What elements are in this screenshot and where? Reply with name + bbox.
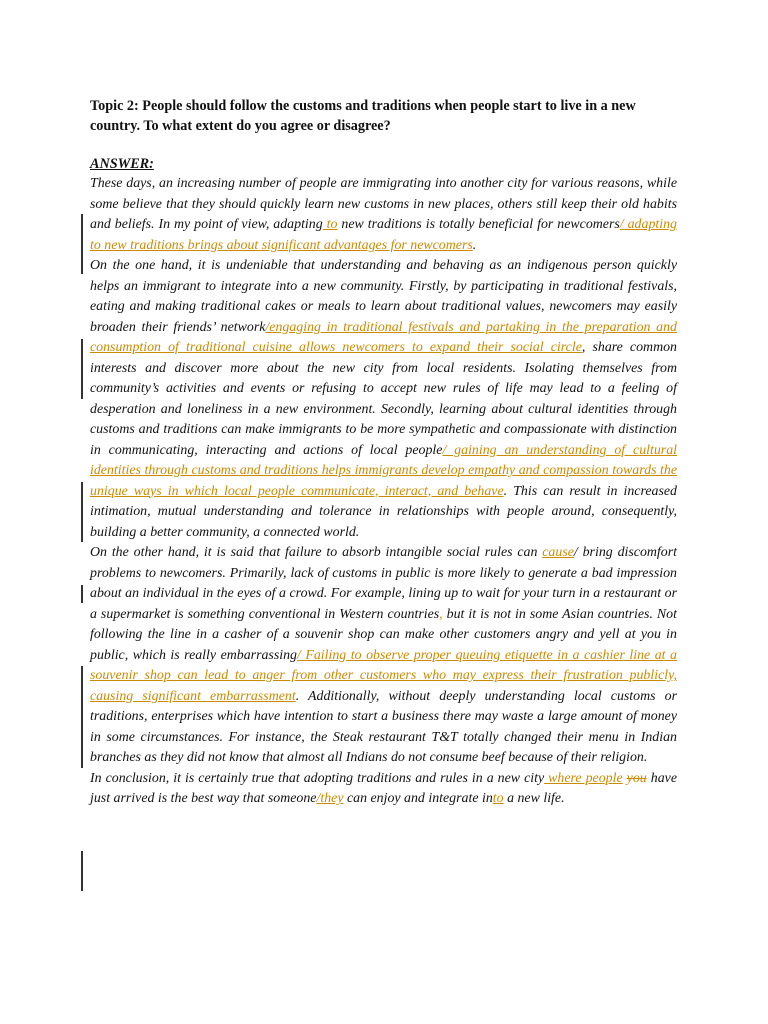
essay-text: . Additionally, without deeply understanding local customs or traditions, enterprises which have intention to start a business there may waste a large amount of money in some circumstances. For instance, the Steak restaurant T&T totally changed their menu in Indian branches as they did not know that almost all Indians do not consume beef because of their religion. — [90, 688, 677, 765]
inserted-text: where people — [544, 770, 623, 786]
essay-text: new traditions is totally beneficial for newcomers — [337, 217, 620, 232]
essay-paragraph — [90, 769, 677, 810]
inserted-text: / gaining an understanding of cultural identities through customs and traditions helps immigrants develop empathy and compassion towards the unique ways in which local people communicate, interact, and behave — [90, 442, 678, 499]
essay-text: In conclusion, it is certainly true that adopting traditions and rules in a new city — [90, 770, 545, 786]
change-bar — [81, 482, 83, 542]
essay-text: . — [472, 237, 477, 253]
essay-text: , share common interests and discover more about the new city from local residents. Isolating themselves from community’s activities and events or refusing to accept new rules of life may lead to a feeling of desperation and loneliness in a new environment. Secondly, learning about cultural identities through customs and traditions can make immigrants to be more sympathetic and compassionate with distinction in communicating, interacting and actions of local people — [90, 340, 677, 458]
change-bar — [81, 214, 83, 274]
essay-paragraph — [90, 174, 677, 256]
inserted-text: cause — [542, 545, 574, 560]
inserted-text: / adapting to new traditions brings about significant advantages for newcomers — [90, 217, 678, 253]
topic-heading: Topic 2: People should follow the customs and traditions when people start to live in a new country. To what extent do you agree or disagree? — [90, 98, 636, 134]
essay-text: have just arrived is the best way that someone — [90, 770, 677, 806]
deleted-text: you — [626, 770, 647, 786]
essay-body — [90, 174, 677, 810]
essay-text: / bring discomfort problems to newcomers. Primarily, lack of customs in public is more likely to generate a bad impression about an individual in the eyes of a crowd. For example, lining up to wait for your turn in a restaurant or a supermarket is something conventional in Western countries — [90, 545, 677, 622]
inserted-text: , — [439, 606, 443, 622]
inserted-text: to — [322, 217, 338, 232]
change-bar — [81, 864, 83, 884]
inserted-text: /they — [316, 791, 344, 806]
essay-text: a new life. — [503, 791, 565, 806]
inserted-text: / Failing to observe proper queuing etiquette in a cashier line at a souvenir shop can lead to anger from other customers who may express their frustration publicly, causing significant embarrassment — [90, 647, 677, 704]
change-bar — [81, 339, 83, 399]
inserted-text: /engaging in traditional festivals and partaking in the preparation and consumption of traditional cuisine allows newcomers to expand their social circle — [90, 319, 677, 355]
answer-label: ANSWER: — [90, 156, 154, 172]
change-bar — [81, 666, 83, 768]
essay-text: can enjoy and integrate in — [343, 791, 493, 806]
inserted-text: to — [492, 791, 504, 806]
essay-text: but it is not in some Asian countries. Not following the line in a casher of a souvenir shop can make other customers angry and yell at you in public, which is really embarrassing — [90, 606, 677, 663]
essay-text: On the other hand, it is said that failure to absorb intangible social rules can — [90, 545, 543, 560]
essay-paragraph — [90, 256, 677, 543]
essay-text: On the one hand, it is undeniable that understanding and behaving as an indigenous person quickly helps an immigrant to integrate into a new community. Firstly, by participating in traditional festivals, eating and making traditional cakes or meals to learn about traditional values, newcomers may easily broaden their friends’ network — [90, 258, 677, 335]
change-bar — [81, 585, 83, 603]
essay-text: These days, an increasing number of people are immigrating into another city for various reasons, while some believe that they should quickly learn new customs in new places, others still keep their old habits and beliefs. In my point of view, adapting — [90, 176, 677, 232]
essay-paragraph — [90, 543, 677, 769]
essay-text: . This can result in increased intimation, mutual understanding and tolerance in relationships with people around, consequently, building a better community, a connected world. — [90, 483, 677, 540]
